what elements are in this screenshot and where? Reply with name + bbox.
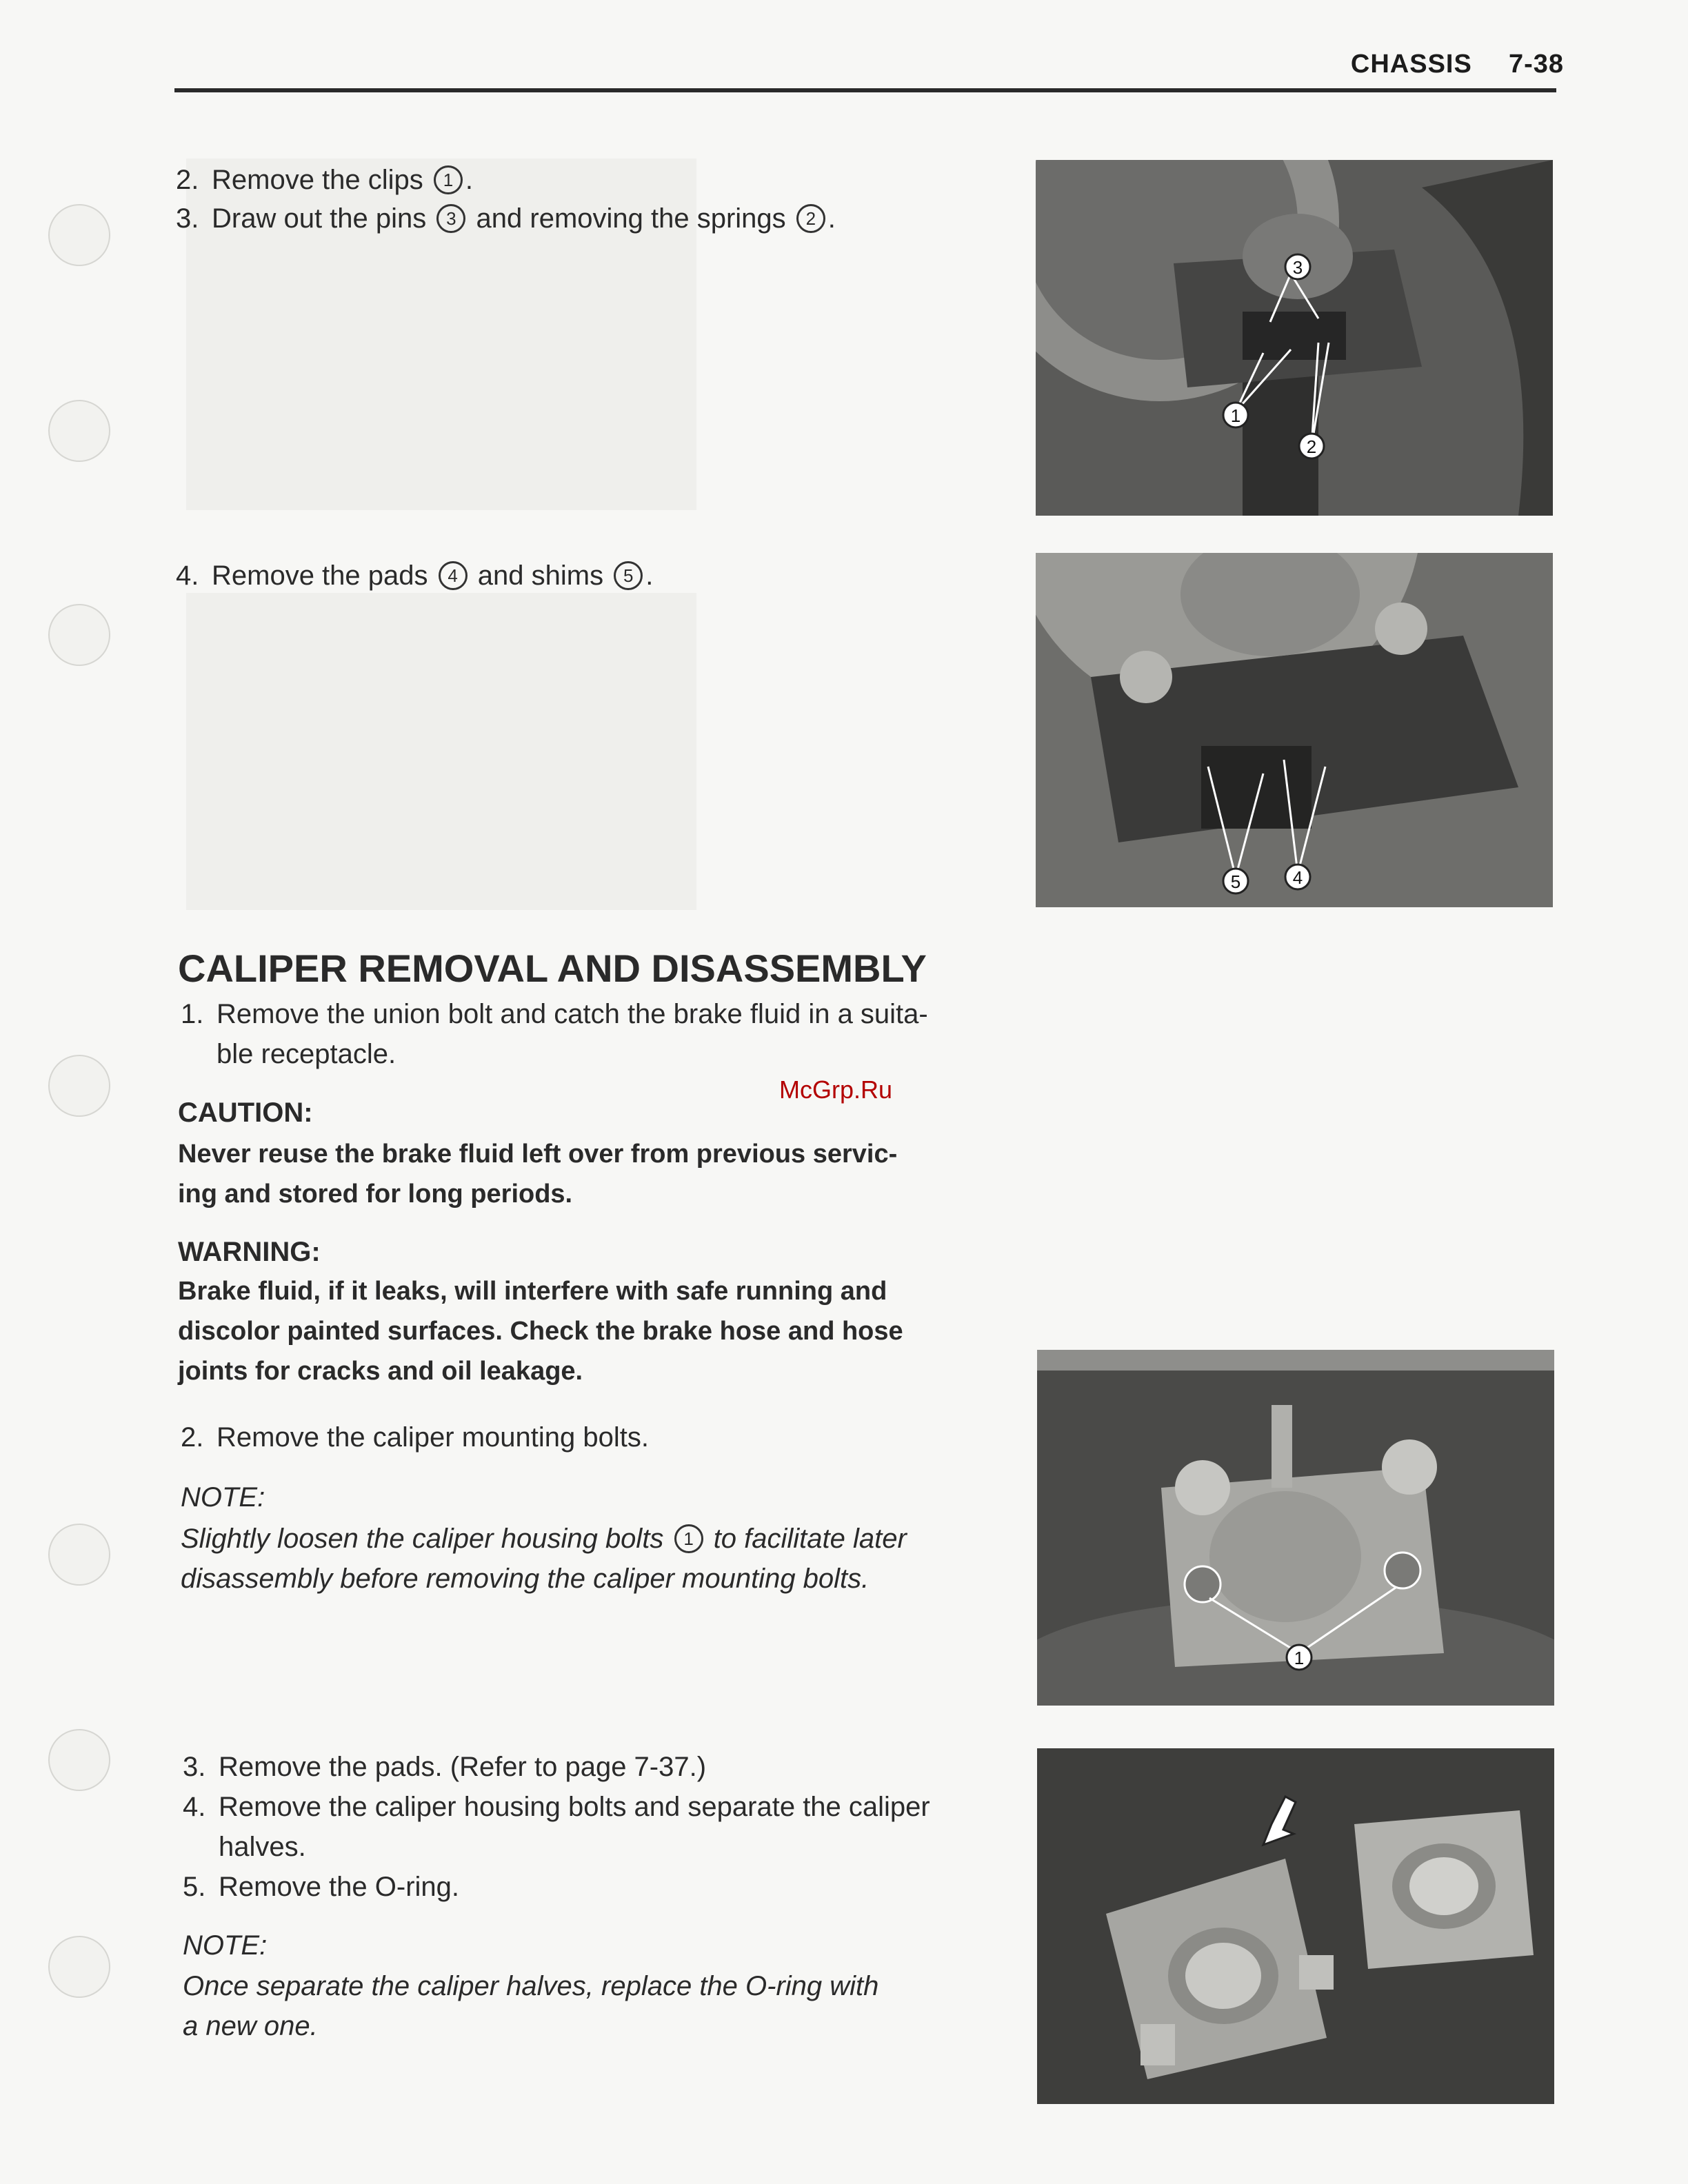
svg-text:4: 4 [1292, 867, 1303, 888]
photo-callout [1223, 869, 1248, 893]
callout-number: 4 [439, 561, 468, 590]
binder-hole [48, 1729, 110, 1791]
svg-text:5: 5 [1230, 871, 1241, 892]
photo-callout [1287, 1645, 1312, 1670]
svg-text:1: 1 [1294, 1648, 1305, 1668]
photo-callout [1223, 403, 1248, 427]
step-4-housing-bolts: 4. Remove the caliper housing bolts and separate the caliper [183, 1792, 930, 1822]
binder-hole [48, 1936, 110, 1998]
callout-number: 1 [674, 1524, 703, 1553]
note-text: Once separate the caliper halves, replace the O-ring with a new one. [183, 1971, 879, 2041]
step-3-pins: 3. Draw out the pins 3 and removing the springs 2 . [176, 203, 836, 234]
caution-label: CAUTION: [178, 1098, 313, 1128]
binder-hole [48, 1524, 110, 1586]
page-header [1351, 50, 1564, 79]
bleed-through-block [186, 593, 696, 910]
photo-caliper-halves [1037, 1748, 1554, 2104]
binder-hole [48, 204, 110, 266]
step-1-union-bolt: 1. Remove the union bolt and catch the brake fluid in a suita- ble receptacle. [181, 999, 928, 1069]
note-label: NOTE: [183, 1930, 268, 1961]
note-text: Slightly loosen the caliper housing bolts 1 to facilitate later disassembly before removing the caliper mounting bolts. [181, 1524, 907, 1594]
warning-text: Brake fluid, if it leaks, will interfere with safe running and discolor painted surfaces. Check the brake hose and hose joints for cracks and oil leakage. [178, 1277, 903, 1386]
step-3-pads: 3. Remove the pads. (Refer to page 7-37.) [183, 1752, 707, 1782]
svg-text:2: 2 [1306, 436, 1317, 457]
photo-pads-shims [1036, 553, 1553, 907]
photo-callout [1285, 254, 1310, 279]
svg-text:1: 1 [1230, 405, 1241, 426]
section-title: CALIPER REMOVAL AND DISASSEMBLY [178, 947, 927, 990]
photo-callout [1299, 434, 1324, 458]
binder-hole [48, 1055, 110, 1117]
callout-number: 2 [796, 204, 825, 233]
photo-caliper-housing-bolts [1037, 1350, 1554, 1706]
header-rule [174, 88, 1556, 92]
watermark: McGrp.Ru [779, 1075, 893, 1104]
binder-hole [48, 400, 110, 462]
step-4-pads: 4. Remove the pads 4 and shims 5 . [176, 560, 654, 591]
caution-text: Never reuse the brake fluid left over from previous servic- ing and stored for long periods. [178, 1140, 898, 1209]
binder-hole [48, 604, 110, 666]
note-label: NOTE: [181, 1482, 265, 1513]
photo-caliper-pins [1036, 160, 1553, 516]
callout-number: 1 [434, 165, 463, 194]
svg-text:3: 3 [1292, 257, 1303, 278]
step-5-o-ring: 5. Remove the O-ring. [183, 1872, 460, 1902]
callout-number: 5 [614, 561, 643, 590]
callout-number: 3 [436, 204, 465, 233]
photo-callout [1285, 865, 1310, 889]
step-2-clips: 2. Remove the clips 1 . [176, 165, 474, 195]
step-2-mounting-bolts: 2. Remove the caliper mounting bolts. [181, 1422, 649, 1453]
steps-3-5: 3. Remove the pads. (Refer to page 7-37.) 4. Remove the caliper housing bolts and separate the caliper halves. 5. Remove the O-ring. [183, 1747, 1010, 1907]
header-section: CHASSIS [1350, 50, 1472, 79]
header-page-number: 7-38 [1508, 50, 1564, 79]
warning-label: WARNING: [178, 1237, 321, 1267]
